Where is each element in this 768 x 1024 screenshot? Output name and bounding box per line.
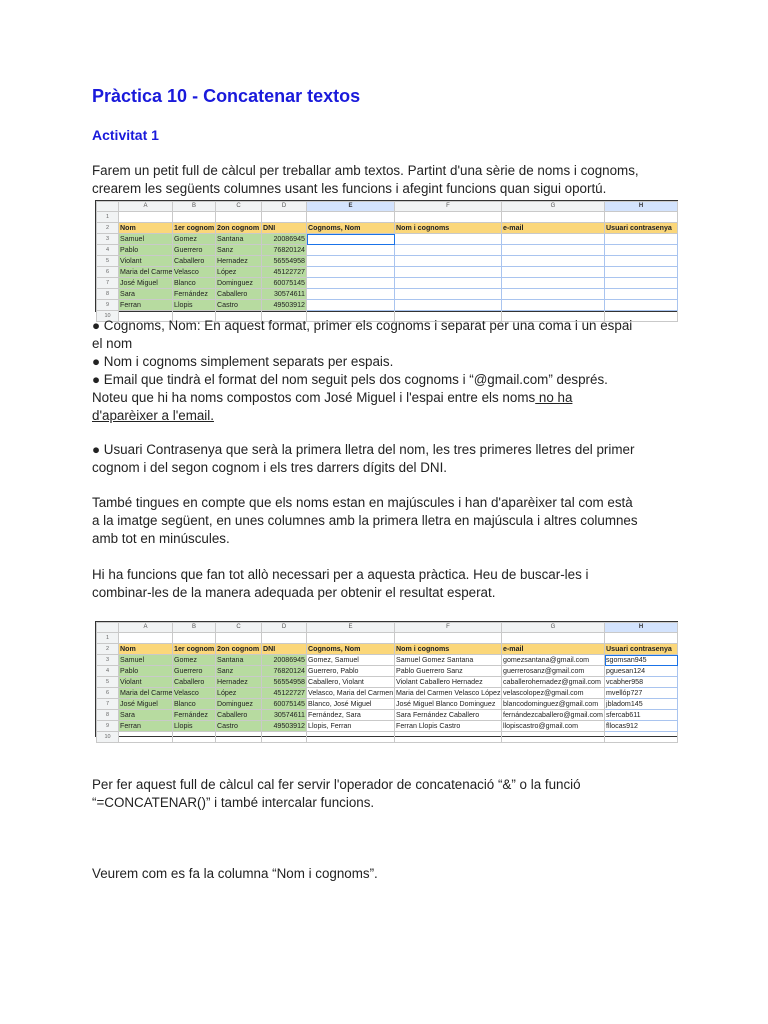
header-cell[interactable]: Nom i cognoms bbox=[395, 644, 502, 655]
cell[interactable] bbox=[307, 278, 395, 289]
col-letter[interactable]: B bbox=[173, 623, 216, 633]
cell[interactable]: 20086945 bbox=[262, 234, 307, 245]
table-row bbox=[97, 234, 678, 245]
cell[interactable] bbox=[502, 633, 605, 644]
cell[interactable] bbox=[395, 267, 502, 278]
cell[interactable]: Blanco bbox=[173, 699, 216, 710]
cell[interactable]: blancodominguez@gmail.com bbox=[502, 699, 605, 710]
cell[interactable] bbox=[395, 245, 502, 256]
cell[interactable]: 45122727 bbox=[262, 267, 307, 278]
header-cell[interactable]: 1er cognom bbox=[174, 223, 215, 232]
corner-cell bbox=[97, 202, 119, 212]
row-number[interactable]: 10 bbox=[97, 732, 119, 743]
corner-cell bbox=[97, 623, 119, 633]
cell[interactable] bbox=[216, 212, 262, 223]
cell[interactable]: Castro bbox=[216, 721, 262, 732]
row-number[interactable]: 8 bbox=[97, 710, 119, 721]
cell[interactable]: Violant bbox=[119, 677, 173, 688]
header-cell[interactable]: Nom bbox=[119, 644, 173, 655]
cell[interactable] bbox=[395, 278, 502, 289]
cell[interactable] bbox=[307, 633, 395, 644]
cell[interactable]: Caballero bbox=[173, 677, 216, 688]
cell[interactable]: caballerohernadez@gmail.com bbox=[502, 677, 605, 688]
page-title: Pràctica 10 - Concatenar textos bbox=[92, 86, 361, 106]
case-paragraph bbox=[92, 494, 682, 548]
cell[interactable]: 30574611 bbox=[262, 289, 307, 300]
cell[interactable] bbox=[502, 234, 605, 245]
bullet-line: ● Email que tindrà el format del nom seguit pels dos cognoms i “@gmail.com” després. bbox=[92, 372, 608, 387]
col-letter[interactable]: D bbox=[262, 202, 307, 212]
cell[interactable] bbox=[307, 245, 395, 256]
cell[interactable]: López bbox=[216, 688, 262, 699]
text-line: amb tot en minúscules. bbox=[92, 531, 230, 546]
cell[interactable]: Caballero bbox=[216, 289, 262, 300]
concat-paragraph bbox=[92, 776, 682, 812]
cell[interactable]: Ferran bbox=[119, 721, 173, 732]
cell[interactable]: José Miguel bbox=[119, 699, 173, 710]
cell[interactable]: Fernández bbox=[173, 710, 216, 721]
header-cell[interactable]: e-mail bbox=[502, 644, 605, 655]
cell[interactable]: 60075145 bbox=[262, 278, 307, 289]
cell[interactable]: Samuel bbox=[119, 655, 173, 666]
header-cell[interactable]: Cognoms, Nom bbox=[307, 644, 395, 655]
cell[interactable] bbox=[173, 732, 216, 743]
intro-paragraph bbox=[92, 162, 682, 198]
col-letter[interactable]: E bbox=[307, 202, 395, 212]
cell[interactable]: Velasco bbox=[173, 688, 216, 699]
bullet-line: ● Nom i cognoms simplement separats per espais. bbox=[92, 354, 394, 369]
cell[interactable]: Violant Caballero Hernadez bbox=[395, 677, 502, 688]
cell[interactable] bbox=[119, 732, 173, 743]
header-row bbox=[97, 644, 678, 655]
cell[interactable]: Velasco bbox=[173, 267, 216, 278]
cell[interactable]: fllocas912 bbox=[605, 721, 678, 732]
cell[interactable]: 30574611 bbox=[262, 710, 307, 721]
cell[interactable]: 56554958 bbox=[262, 256, 307, 267]
cell[interactable]: Blanco bbox=[173, 278, 216, 289]
header-row bbox=[97, 223, 678, 234]
activity-heading: Activitat 1 bbox=[92, 127, 159, 143]
cell[interactable]: 49503912 bbox=[262, 300, 307, 311]
cell[interactable] bbox=[502, 212, 605, 223]
row-number[interactable]: 9 bbox=[97, 300, 119, 311]
cell[interactable]: Caballero bbox=[173, 256, 216, 267]
row-number[interactable]: 5 bbox=[97, 256, 119, 267]
cell[interactable] bbox=[395, 300, 502, 311]
row-number[interactable]: 6 bbox=[97, 267, 119, 278]
cell[interactable]: Ferran Llopis Castro bbox=[395, 721, 502, 732]
cell[interactable] bbox=[395, 234, 502, 245]
final-paragraph bbox=[92, 865, 682, 883]
cell[interactable] bbox=[605, 300, 678, 311]
cell[interactable]: 45122727 bbox=[262, 688, 307, 699]
row-number[interactable]: 8 bbox=[97, 289, 119, 300]
cell[interactable] bbox=[307, 267, 395, 278]
table-row bbox=[97, 699, 678, 710]
cell[interactable]: Blanco, José Miguel bbox=[307, 699, 395, 710]
row-number[interactable]: 7 bbox=[97, 699, 119, 710]
cell[interactable]: Castro bbox=[216, 300, 262, 311]
header-cell[interactable]: 2on cognom bbox=[216, 223, 262, 234]
row-number[interactable]: 10 bbox=[97, 311, 119, 322]
table-row bbox=[97, 289, 678, 300]
cell[interactable] bbox=[216, 633, 262, 644]
header-cell[interactable]: Usuari contrasenya bbox=[605, 644, 678, 655]
header-cell[interactable]: DNI bbox=[262, 644, 307, 655]
sheet-table bbox=[96, 201, 678, 322]
text-line: a la imatge següent, en unes columnes amb la primera lletra en majúscula i altres columnes bbox=[92, 513, 638, 528]
cell[interactable]: guerrerosanz@gmail.com bbox=[502, 666, 605, 677]
header-cell[interactable]: Nom i cognoms bbox=[395, 223, 502, 234]
functions-paragraph bbox=[92, 566, 682, 602]
cell[interactable]: Guerrero bbox=[173, 245, 216, 256]
selected-cell[interactable]: sgomsan945 bbox=[605, 655, 678, 666]
row-number[interactable]: 5 bbox=[97, 677, 119, 688]
cell[interactable] bbox=[262, 212, 307, 223]
cell[interactable]: Santana bbox=[216, 234, 262, 245]
cell[interactable]: jbladom145 bbox=[605, 699, 678, 710]
cell[interactable]: fernándezcaballero@gmail.com bbox=[503, 710, 603, 719]
header-cell[interactable]: Usuari contrasenya bbox=[605, 223, 678, 234]
cell[interactable]: Violant bbox=[119, 256, 173, 267]
text-line: Per fer aquest full de càlcul cal fer servir l'operador de concatenació “&” o la funció bbox=[92, 777, 581, 792]
spreadsheet-empty bbox=[95, 200, 678, 319]
bullet-line: el nom bbox=[92, 336, 133, 351]
row-number[interactable]: 2 bbox=[97, 223, 119, 234]
cell[interactable]: 76820124 bbox=[262, 666, 307, 677]
row-number[interactable]: 4 bbox=[97, 245, 119, 256]
row-number[interactable]: 9 bbox=[97, 721, 119, 732]
cell[interactable] bbox=[502, 278, 605, 289]
cell[interactable] bbox=[307, 212, 395, 223]
cell[interactable] bbox=[605, 256, 678, 267]
cell[interactable]: Llopis bbox=[173, 300, 216, 311]
cell[interactable] bbox=[173, 633, 216, 644]
cell[interactable]: 49503912 bbox=[262, 721, 307, 732]
cell[interactable] bbox=[395, 732, 502, 743]
cell[interactable] bbox=[502, 300, 605, 311]
table-row bbox=[97, 267, 678, 278]
cell[interactable] bbox=[502, 256, 605, 267]
col-letter[interactable]: C bbox=[216, 623, 262, 633]
cell[interactable] bbox=[119, 633, 173, 644]
note-underlined: no ha bbox=[535, 390, 573, 405]
cell[interactable]: mvellóp727 bbox=[605, 688, 678, 699]
cell[interactable] bbox=[605, 732, 678, 743]
cell[interactable]: Santana bbox=[216, 655, 262, 666]
col-letter[interactable]: A bbox=[119, 623, 173, 633]
header-cell[interactable]: e-mail bbox=[502, 223, 605, 234]
cell[interactable]: Llopis bbox=[173, 721, 216, 732]
cell[interactable]: Caballero, Violant bbox=[307, 677, 395, 688]
bullet-line: cognom i del segon cognom i els tres darrers dígits del DNI. bbox=[92, 460, 448, 475]
intro-line: crearem les següents columnes usant les funcions i afegint funcions quan sigui oportú. bbox=[92, 181, 607, 196]
cell[interactable]: Caballero bbox=[216, 710, 262, 721]
col-letter[interactable]: C bbox=[216, 202, 262, 212]
cell[interactable] bbox=[605, 278, 678, 289]
table-row bbox=[97, 245, 678, 256]
column-header-row bbox=[97, 623, 678, 633]
table-row bbox=[97, 655, 678, 666]
cell[interactable] bbox=[395, 633, 502, 644]
cell[interactable] bbox=[605, 212, 678, 223]
cell[interactable]: gomezsantana@gmail.com bbox=[502, 655, 605, 666]
cell[interactable]: Fernández bbox=[173, 289, 216, 300]
cell[interactable]: Gomez bbox=[173, 655, 216, 666]
cell[interactable] bbox=[502, 732, 605, 743]
col-letter[interactable]: F bbox=[395, 623, 502, 633]
header-cell[interactable]: Nom bbox=[119, 223, 173, 234]
cell[interactable] bbox=[262, 732, 307, 743]
cell[interactable]: Sara bbox=[119, 710, 173, 721]
text-line: “=CONCATENAR()” i també intercalar funcions. bbox=[92, 795, 375, 810]
row-number[interactable]: 6 bbox=[97, 688, 119, 699]
cell[interactable] bbox=[395, 289, 502, 300]
bullets-paragraph bbox=[92, 317, 682, 425]
cell[interactable]: Maria del Carme bbox=[120, 688, 173, 697]
text-line: Veurem com es fa la columna “Nom i cognoms”. bbox=[92, 866, 378, 881]
cell[interactable] bbox=[307, 289, 395, 300]
col-letter[interactable]: G bbox=[502, 202, 605, 212]
table-row bbox=[97, 212, 678, 223]
cell[interactable]: llopiscastro@gmail.com bbox=[502, 721, 605, 732]
cell[interactable]: Sara bbox=[119, 289, 173, 300]
cell[interactable]: sfercab611 bbox=[605, 710, 678, 721]
cell[interactable]: Maria del Carmen Velasco López bbox=[396, 688, 501, 697]
table-row bbox=[97, 710, 678, 721]
col-letter[interactable]: E bbox=[307, 623, 395, 633]
cell[interactable]: 56554958 bbox=[262, 677, 307, 688]
cell[interactable]: Velasco, Maria del Carmen bbox=[308, 688, 394, 697]
cell[interactable]: Gomez, Samuel bbox=[307, 655, 395, 666]
cell[interactable]: Gomez bbox=[173, 234, 216, 245]
selected-cell[interactable] bbox=[307, 234, 395, 245]
table-row bbox=[97, 633, 678, 644]
cell[interactable] bbox=[502, 289, 605, 300]
cell[interactable] bbox=[605, 234, 678, 245]
cell[interactable]: pguesan124 bbox=[605, 666, 678, 677]
cell[interactable]: Samuel Gomez Santana bbox=[395, 655, 502, 666]
table-row bbox=[97, 677, 678, 688]
cell[interactable]: Dominguez bbox=[216, 278, 262, 289]
cell[interactable]: 60075145 bbox=[262, 699, 307, 710]
header-cell[interactable]: Cognoms, Nom bbox=[307, 223, 395, 234]
cell[interactable]: Ferran bbox=[119, 300, 173, 311]
cell[interactable]: vcabher958 bbox=[605, 677, 678, 688]
cell[interactable]: José Miguel bbox=[119, 278, 173, 289]
intro-line: Farem un petit full de càlcul per treballar amb textos. Partint d'una sèrie de noms i cognoms, bbox=[92, 163, 639, 178]
cell[interactable]: Pablo bbox=[119, 245, 173, 256]
spreadsheet-result bbox=[95, 621, 678, 740]
table-row bbox=[97, 666, 678, 677]
cell[interactable]: José Miguel Blanco Dominguez bbox=[395, 699, 502, 710]
col-letter[interactable]: H bbox=[605, 623, 678, 633]
cell[interactable] bbox=[307, 300, 395, 311]
col-letter[interactable]: B bbox=[173, 202, 216, 212]
row-number[interactable]: 7 bbox=[97, 278, 119, 289]
cell[interactable]: Llopis, Ferran bbox=[307, 721, 395, 732]
cell[interactable] bbox=[216, 732, 262, 743]
cell[interactable] bbox=[502, 245, 605, 256]
header-cell[interactable]: 1er cognom bbox=[174, 644, 215, 653]
table-row bbox=[97, 732, 678, 743]
cell[interactable]: Sanz bbox=[216, 666, 262, 677]
cell[interactable]: López bbox=[216, 267, 262, 278]
cell[interactable]: Maria del Carme bbox=[120, 267, 173, 276]
text-line: Hi ha funcions que fan tot allò necessari per a aquesta pràctica. Heu de buscar-les i bbox=[92, 567, 589, 582]
cell[interactable]: Guerrero, Pablo bbox=[307, 666, 395, 677]
col-letter[interactable]: H bbox=[605, 202, 678, 212]
cell[interactable]: Sara Fernández Caballero bbox=[395, 710, 502, 721]
cell[interactable] bbox=[307, 256, 395, 267]
cell[interactable]: Guerrero bbox=[173, 666, 216, 677]
table-row bbox=[97, 721, 678, 732]
col-letter[interactable]: G bbox=[502, 623, 605, 633]
table-row bbox=[97, 256, 678, 267]
bullet-line: ● Usuari Contrasenya que serà la primera lletra del nom, les tres primeres lletres del primer bbox=[92, 442, 635, 457]
cell[interactable] bbox=[605, 267, 678, 278]
row-number[interactable]: 3 bbox=[97, 655, 119, 666]
col-letter[interactable]: D bbox=[262, 623, 307, 633]
row-number[interactable]: 3 bbox=[97, 234, 119, 245]
note-underlined: d'aparèixer a l'email. bbox=[92, 408, 214, 423]
row-number[interactable]: 1 bbox=[97, 212, 119, 223]
cell[interactable]: Hernadez bbox=[216, 256, 262, 267]
bullet-line: ● Cognoms, Nom: En aquest format, primer els cognoms i separat per una coma i un espai bbox=[92, 318, 633, 333]
cell[interactable]: Fernández, Sara bbox=[307, 710, 395, 721]
cell[interactable]: Pablo bbox=[119, 666, 173, 677]
note-text: Noteu que hi ha noms compostos com José Miguel i l'espai entre els noms bbox=[92, 390, 536, 405]
col-letter[interactable]: A bbox=[119, 202, 173, 212]
cell[interactable] bbox=[395, 256, 502, 267]
sheet-table bbox=[96, 622, 678, 743]
user-password-paragraph bbox=[92, 441, 682, 477]
cell[interactable] bbox=[605, 289, 678, 300]
cell[interactable] bbox=[173, 212, 216, 223]
cell[interactable]: 76820124 bbox=[262, 245, 307, 256]
table-row bbox=[97, 688, 678, 699]
header-cell[interactable]: DNI bbox=[262, 223, 307, 234]
cell[interactable] bbox=[605, 245, 678, 256]
column-header-row bbox=[97, 202, 678, 212]
cell[interactable]: Dominguez bbox=[216, 699, 262, 710]
table-row bbox=[97, 278, 678, 289]
cell[interactable] bbox=[262, 633, 307, 644]
row-number[interactable]: 4 bbox=[97, 666, 119, 677]
cell[interactable]: 20086945 bbox=[262, 655, 307, 666]
cell[interactable]: Pablo Guerrero Sanz bbox=[395, 666, 502, 677]
table-row bbox=[97, 300, 678, 311]
cell[interactable] bbox=[119, 212, 173, 223]
text-line: També tingues en compte que els noms estan en majúscules i han d'aparèixer tal com està bbox=[92, 495, 633, 510]
cell[interactable]: Hernadez bbox=[216, 677, 262, 688]
row-number[interactable]: 2 bbox=[97, 644, 119, 655]
row-number[interactable]: 1 bbox=[97, 633, 119, 644]
cell[interactable] bbox=[395, 212, 502, 223]
cell[interactable]: velascolopez@gmail.com bbox=[502, 688, 605, 699]
cell[interactable] bbox=[502, 267, 605, 278]
cell[interactable]: Samuel bbox=[119, 234, 173, 245]
header-cell[interactable]: 2on cognom bbox=[216, 644, 262, 655]
col-letter[interactable]: F bbox=[395, 202, 502, 212]
text-line: combinar-les de la manera adequada per obtenir el resultat esperat. bbox=[92, 585, 496, 600]
cell[interactable]: Sanz bbox=[216, 245, 262, 256]
cell[interactable] bbox=[605, 633, 678, 644]
cell[interactable] bbox=[307, 732, 395, 743]
